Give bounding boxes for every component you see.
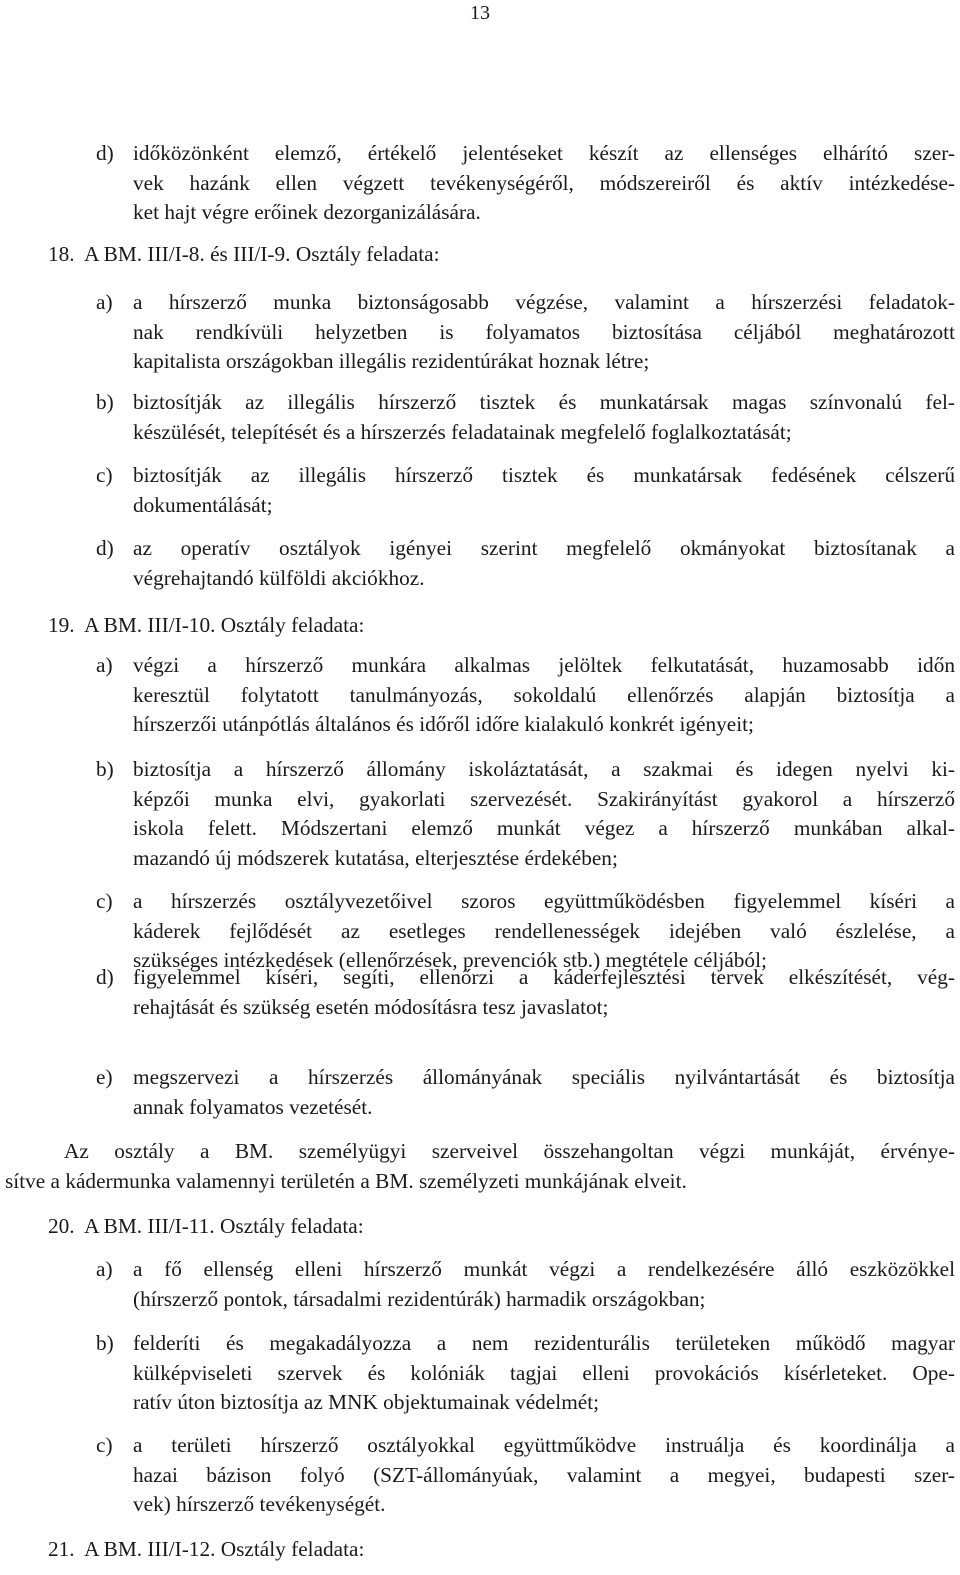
item-line: végrehajtandó külföldi akciókhoz. xyxy=(133,565,425,590)
item-label: d) xyxy=(96,141,114,165)
item-label: e) xyxy=(96,1065,113,1089)
item-line: vek hazánk ellen végzett tevékenységéről, módszereiről és aktív intézkedése- xyxy=(133,170,955,195)
page-number: 13 xyxy=(470,2,490,24)
item-line: figyelemmel kíséri, segíti, ellenőrzi a káderfejlesztési tervek elkészítését, vég- xyxy=(133,965,955,989)
item-line: a hírszerző munka biztonságosabb végzése, valamint a hírszerzési feladatok- xyxy=(133,290,955,314)
item-line: nak rendkívüli helyzetben is folyamatos biztosítása céljából meghatározott xyxy=(133,319,955,344)
item-label: a) xyxy=(96,653,113,677)
item-label: b) xyxy=(96,390,114,414)
item-label: a) xyxy=(96,1257,113,1281)
section-heading: 20. A BM. III/I-11. Osztály feladata: xyxy=(48,1214,364,1238)
item-line: (hírszerző pontok, társadalmi rezidentúrák) harmadik országokban; xyxy=(133,1286,706,1311)
item-line: megszervezi a hírszerzés állományának speciális nyilvántartását és biztosítja xyxy=(133,1065,955,1089)
section-heading: 19. A BM. III/I-10. Osztály feladata: xyxy=(48,613,365,637)
item-line: külképviseleti szervek és kolóniák tagjai elleni provokációs kísérleteket. Ope- xyxy=(133,1360,955,1385)
section-heading: 18. A BM. III/I-8. és III/I-9. Osztály feladata: xyxy=(48,242,440,266)
item-line: képzői munka elvi, gyakorlati szervezését. Szakirányítást gyakorol a hírszerző xyxy=(133,786,955,811)
item-line: keresztül folytatott tanulmányozás, sokoldalú ellenőrzés alapján biztosítja a xyxy=(133,682,955,707)
item-line: biztosítják az illegális hírszerző tisztek és munkatársak fedésének célszerű xyxy=(133,463,955,487)
item-line: dokumentálását; xyxy=(133,492,273,517)
section-heading: 21. A BM. III/I-12. Osztály feladata: xyxy=(48,1537,365,1561)
item-line: iskola felett. Módszertani elemző munkát végez a hírszerző munkában alkal- xyxy=(133,816,955,840)
item-label: b) xyxy=(96,757,114,781)
item-line: annak folyamatos vezetését. xyxy=(133,1094,373,1119)
item-label: c) xyxy=(96,1433,113,1457)
item-line: káderek fejlődését az esetleges rendellenességek idejében való észlelése, a xyxy=(133,918,955,943)
item-line: biztosítja a hírszerző állomány iskoláztatását, a szakmai és idegen nyelvi ki- xyxy=(133,757,955,781)
item-line: az operatív osztályok igényei szerint megfelelő okmányokat biztosítanak a xyxy=(133,536,955,560)
item-label: d) xyxy=(96,536,114,560)
item-label: c) xyxy=(96,463,113,487)
item-label: d) xyxy=(96,965,114,989)
item-line: a fő ellenség elleni hírszerző munkát végzi a rendelkezésére álló eszközökkel xyxy=(133,1257,955,1281)
item-line: a hírszerzés osztályvezetőivel szoros együttműködésben figyelemmel kíséri a xyxy=(133,889,955,913)
item-line: vek) hírszerző tevékenységét. xyxy=(133,1492,386,1516)
item-line: rehajtását és szükség esetén módosításra tesz javaslatot; xyxy=(133,994,609,1019)
item-line: kapitalista országokban illegális rezidentúrákat hoznak létre; xyxy=(133,349,650,373)
item-label: b) xyxy=(96,1331,114,1355)
item-label: a) xyxy=(96,290,113,314)
item-label: c) xyxy=(96,889,113,913)
item-line: biztosítják az illegális hírszerző tisztek és munkatársak magas színvonalú fel- xyxy=(133,390,955,414)
item-line: időközönként elemző, értékelő jelentéseket készít az ellenséges elhárító szer- xyxy=(133,141,955,165)
item-line: szükséges intézkedések (ellenőrzések, prevenciók stb.) megtétele céljából; xyxy=(133,948,767,972)
item-line: készülését, telepítését és a hírszerzés feladatainak megfelelő foglalkoztatását; xyxy=(133,419,792,444)
paragraph-line: sítve a kádermunka valamennyi területén a BM. személyzeti munkájának elveit. xyxy=(5,1168,687,1193)
item-line: hazai bázison folyó (SZT-állományúak, valamint a megyei, budapesti szer- xyxy=(133,1462,955,1487)
item-line: felderíti és megakadályozza a nem rezidenturális területeken működő magyar xyxy=(133,1331,955,1355)
item-line: mazandó új módszerek kutatása, elterjesztése érdekében; xyxy=(133,845,618,870)
item-line: végzi a hírszerző munkára alkalmas jelöltek felkutatását, huzamosabb időn xyxy=(133,653,955,677)
item-line: ratív úton biztosítja az MNK objektumainak védelmét; xyxy=(133,1390,600,1414)
item-line: hírszerzői utánpótlás általános és időről időre kialakuló konkrét igényeit; xyxy=(133,712,754,736)
paragraph-line: Az osztály a BM. személyügyi szerveivel összehangoltan végzi munkáját, érvénye- xyxy=(64,1139,955,1163)
item-line: ket hajt végre erőinek dezorganizálására. xyxy=(133,200,481,224)
item-line: a területi hírszerző osztályokkal együttműködve instruálja és koordinálja a xyxy=(133,1433,955,1457)
